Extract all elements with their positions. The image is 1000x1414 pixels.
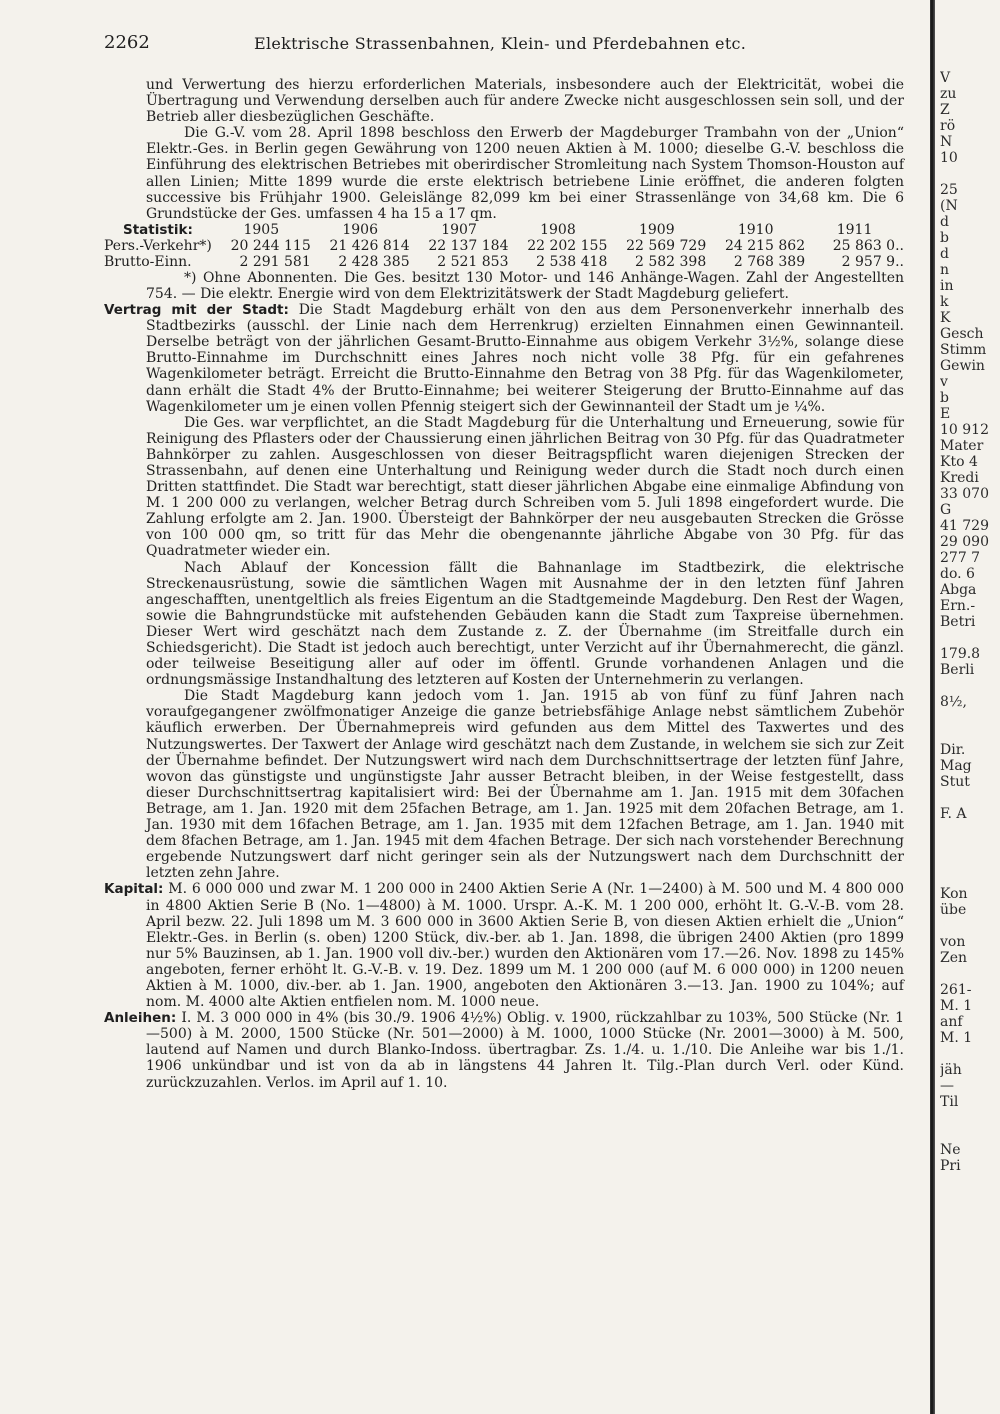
facing-page-line: v <box>940 374 948 390</box>
table-row <box>104 238 904 254</box>
facing-page-line: E <box>940 406 951 422</box>
year-cell: 1905 <box>243 221 280 238</box>
facing-page-line: Kto 4 <box>940 454 978 470</box>
year-cell: 1908 <box>540 221 576 238</box>
value-cell: 2 582 398 <box>634 253 707 270</box>
facing-page-line: Abga <box>940 582 977 598</box>
facing-page-line <box>940 1126 1000 1142</box>
facing-page-line <box>940 1110 1000 1126</box>
facing-page-line: 29 090 <box>940 534 989 550</box>
year-cell: 1909 <box>638 221 675 238</box>
value-cell: 2 768 389 <box>733 253 806 270</box>
facing-page-line: Dir. <box>940 742 966 758</box>
contract-paragraph-3: Nach Ablauf der Koncession fällt die Bahnanlage im Stadtbezirk, die elektrische Streckenausrüstung, sowie die sämtlichen Wagen mit Ausnahme der in den letzten fünf Jahren angeschafften, unentgeltlich als freies Eigentum an die Stadtgemeinde Magdeburg. Den Rest der Wagen, sowie die Bahngrundstücke mit aufstehenden Gebäuden kann die Stadt zum Taxpreise übernehmen. Dieser Wert wird geschätzt nach dem Zustande z. Z. der Übernahme (im Streitfalle durch ein Schiedsgericht). Die Stadt ist jedoch auch berechtigt, unter Verzicht auf ihr Übernahmerecht, die gänzl. oder teilweise Beseitigung aller auf oder im öffentl. Grunde vorhandenen Anlagen und die ordnungsmässige Instandhaltung des letzteren auf Kosten der Unternehmerin zu verlangen. <box>146 559 904 689</box>
facing-page-line: 41 729 <box>940 518 989 534</box>
capital-paragraph <box>104 881 904 1010</box>
loans-paragraph <box>104 1010 904 1090</box>
value-cell: 2 538 418 <box>536 253 608 270</box>
section-label-vertrag: Vertrag mit der Stadt: <box>104 302 289 319</box>
facing-page-line: rö <box>940 118 956 134</box>
facing-page-line: 261- <box>940 982 972 998</box>
value-cell: 21 426 814 <box>329 237 410 254</box>
facing-page-line: Zen <box>940 950 968 966</box>
facing-page-line: N <box>940 134 953 150</box>
facing-page-line: 8½, <box>940 694 967 710</box>
facing-page-line: n <box>940 262 950 278</box>
value-cell: 22 202 155 <box>527 237 608 254</box>
facing-page-line: k <box>940 294 949 310</box>
running-title: Elektrische Strassenbahnen, Klein- und Pferdebahnen etc. <box>254 34 747 53</box>
contract-paragraph <box>104 302 904 415</box>
facing-page-line: Gesch <box>940 326 984 342</box>
facing-page-line: b <box>940 230 949 246</box>
facing-page-line: Stut <box>940 774 970 790</box>
facing-page-line: 277 7 <box>940 550 981 566</box>
facing-page-line: V <box>940 70 951 86</box>
facing-page-line: von <box>940 934 966 950</box>
facing-page-line: Ern.- <box>940 598 976 614</box>
contract-text: Die Stadt Magdeburg erhält von den aus dem Personenverkehr innerhalb des Stadtbezirks (ausschl. der Linie nach dem Herrenkrug) erzielten Einnahmen einen Gewinnanteil. Derselbe beträgt von der jährlichen Gesamt-Brutto-Einnahme aus obigem Verkehr 3½%, solange diese Brutto-Einnahme im Durchschnitt eines Jahres noch nicht volle 38 Pfg. für ein gefahrenes Wagenkilometer beträgt. Erreicht die Brutto-Einnahme den Betrag von 38 Pfg. für das Wagenkilometer, dann erhält die Stadt 4% der Brutto-Einnahme; bei weiterer Steigerung der Brutto-Einnahme auf das Wagenkilometer um je einen vollen Pfennig steigert sich der Gewinnanteil der Stadt um je ¼%. <box>146 302 904 415</box>
year-cell: 1911 <box>836 221 873 238</box>
facing-page-line <box>940 630 1000 646</box>
facing-page-line: (N <box>940 198 958 214</box>
year-cell: 1907 <box>441 221 477 238</box>
facing-page-line: Gewin <box>940 358 985 374</box>
facing-page-line: Mater <box>940 438 984 454</box>
facing-page-line <box>940 870 1000 886</box>
facing-page-line <box>940 790 1000 806</box>
value-cell: 22 569 729 <box>626 237 707 254</box>
row-label: Pers.-Verkehr*) <box>104 237 212 254</box>
statistik-label: Statistik: <box>122 221 193 238</box>
statistics-footnote: *) Ohne Abonnenten. Die Ges. besitzt 130 Motor- und 146 Anhänge-Wagen. Zahl der Angestellten 754. — Die elektr. Energie wird von dem Elektrizitätswerk der Stadt Magdeburg geliefert. <box>146 269 904 302</box>
facing-page-line: M. 1 <box>940 998 973 1014</box>
facing-page-line: Kon <box>940 886 968 902</box>
table-row <box>104 254 904 270</box>
facing-page-line: M. 1 <box>940 1030 973 1046</box>
facing-page-line: Betri <box>940 614 976 630</box>
facing-page-line <box>940 966 1000 982</box>
facing-page-line: Til <box>940 1094 959 1110</box>
section-label-kapital: Kapital: <box>104 881 164 898</box>
facing-page-line: Kredi <box>940 470 979 486</box>
facing-page-line: d <box>940 214 949 230</box>
facing-page-line: — <box>940 1078 954 1094</box>
value-cell: 24 215 862 <box>724 237 806 254</box>
facing-page-line <box>940 1046 1000 1062</box>
value-cell: 2 521 853 <box>437 253 509 270</box>
section-label-anleihen: Anleihen: <box>104 1010 177 1027</box>
value-cell: 2 428 385 <box>338 253 410 270</box>
facing-page-line: übe <box>940 902 967 918</box>
facing-page-line: 10 <box>940 150 958 166</box>
facing-page-fragments <box>940 70 1000 1414</box>
statistics-table <box>104 222 904 270</box>
statistics-header-row <box>104 222 904 238</box>
facing-page-line: in <box>940 278 954 294</box>
facing-page-line: 10 912 <box>940 422 989 438</box>
facing-page-line <box>940 726 1000 742</box>
loans-text: I. M. 3 000 000 in 4% (bis 30./9. 1906 4½%) Oblig. v. 1900, rückzahlbar zu 103%, 500 Stücke (Nr. 1—500) à M. 2000, 1500 Stücke (Nr. 501—2000) à M. 1000, 1000 Stücke (Nr. 2001—3000) à M. 500, lautend auf Namen und durch Blanko-Indoss. übertragbar. Zs. 1./4. u. 1./10. Die Anleihe war bis 1./1. 1906 unkündbar und ist von da ab in längstens 44 Jahren lt. Tilg.-Plan durch Verl. oder Künd. zurückzuzahlen. Verlos. im April auf 1. 10. <box>146 1010 905 1091</box>
facing-page-line: zu <box>940 86 957 102</box>
facing-page-line: b <box>940 390 949 406</box>
facing-page-line <box>940 678 1000 694</box>
facing-page-line: d <box>940 246 949 262</box>
facing-page-line: anf <box>940 1014 963 1030</box>
page-header <box>104 32 924 62</box>
main-column <box>104 77 904 1091</box>
facing-page-line: Pri <box>940 1158 961 1174</box>
facing-page-line: Stimm <box>940 342 987 358</box>
value-cell: 2 291 581 <box>239 253 311 270</box>
facing-page-line: Berli <box>940 662 975 678</box>
facing-page-line: Ne <box>940 1142 961 1158</box>
paragraph-history: Die G.-V. vom 28. April 1898 beschloss den Erwerb der Magdeburger Trambahn von der „Union“ Elektr.-Ges. in Berlin gegen Gewährung von 1200 neuen Aktien à M. 1000; dieselbe G.-V. beschloss die Einführung des elektrischen Betriebes mit oberirdischer Stromleitung nach System Thomson-Houston auf allen Linien; Mitte 1899 wurde die erste elektrisch betriebene Linie eröffnet, die anderen folgten successive bis Frühjahr 1900. Geleislänge 82,099 km bei einer Strassenlänge von 34,68 km. Die 6 Grundstücke der Ges. umfassen 4 ha 15 a 17 qm. <box>146 125 904 222</box>
facing-page-line: Z <box>940 102 950 118</box>
paragraph-objects: und Verwertung des hierzu erforderlichen Materials, insbesondere auch der Elektricität, wobei die Übertragung und Verwendung derselben auch für andere Zwecke nicht ausgeschlossen sein soll, und der Betrieb aller diesbezüglichen Geschäfte. <box>146 77 904 126</box>
year-cell: 1906 <box>342 221 378 238</box>
facing-page-line <box>940 166 1000 182</box>
contract-paragraph-2: Die Ges. war verpflichtet, an die Stadt Magdeburg für die Unterhaltung und Erneuerung, sowie für Reinigung des Pflasters oder der Chaussierung einen jährlichen Beitrag von 30 Pfg. für das Quadratmeter Bahnkörper zu zahlen. Ausgeschlossen von dieser Beitragspflicht waren diejenigen Strecken der Strassenbahn, auf denen eine Unterhaltung und Reinigung weder durch die Stadt noch durch einen Dritten stattfindet. Die Stadt war berechtigt, statt dieser jährlichen Abgabe eine einmalige Abfindung von M. 1 200 000 zu verlangen, welcher Betrag durch Schreiben vom 5. Juli 1898 eingefordert wurde. Die Zahlung erfolgte am 2. Jan. 1900. Übersteigt der Bahnkörper der neu ausgebauten Strecken die Grösse von 100 000 qm, so tritt für das Mehr die obengenannte jährliche Abgabe von 30 Pfg. für das Quadratmeter wieder ein. <box>146 414 904 560</box>
facing-page-line: F. A <box>940 806 967 822</box>
facing-page-line: Mag <box>940 758 972 774</box>
page-number: 2262 <box>104 32 150 53</box>
facing-page-line: 179.8 <box>940 646 981 662</box>
value-cell: 25 863 0.. <box>832 237 904 254</box>
facing-page-line: 25 <box>940 182 958 198</box>
capital-text: M. 6 000 000 und zwar M. 1 200 000 in 2400 Aktien Serie A (Nr. 1—2400) à M. 500 und M. 4 800 000 in 4800 Aktien Serie B (No. 1—4800) à M. 1000. Urspr. A.-K. M. 1 200 000, erhöht lt. G.-V.-B. vom 28. April bezw. 22. Juli 1898 um M. 3 600 000 in 3600 Aktien Serie B, von diesen Aktien erhielt die „Union“ Elektr.-Ges. in Berlin (s. oben) 1200 Stück, div.-ber. ab 1. Jan. 1898, die übrigen 2400 Aktien (pro 1899 nur 5% Bauzinsen, ab 1. Jan. 1900 voll div.-ber.) wurden den Aktionären vom 17.—26. Nov. 1898 zu 145% angeboten, ferner erhöht lt. G.-V.-B. v. 19. Dez. 1899 um M. 1 200 000 (auf M. 6 000 000) in 1200 neuen Aktien à M. 1000, div.-ber. ab 1. Jan. 1900, angeboten den Aktionären 3.—13. Jan. 1900 zu 104%; auf nom. M. 4000 alte Aktien entfielen nom. M. 1000 neue. <box>146 881 904 1011</box>
facing-page-line <box>940 710 1000 726</box>
contract-paragraph-4: Die Stadt Magdeburg kann jedoch vom 1. Jan. 1915 ab von fünf zu fünf Jahren nach voraufgegangener zwölfmonatiger Anzeige die ganze betriebsfähige Anlage nebst sämtlichem Zubehör käuflich erwerben. Der Übernahmepreis wird gefunden aus dem Mittel des Taxwertes und des Nutzungswertes. Der Taxwert der Anlage wird geschätzt nach dem Zustande, in welchem sie sich zur Zeit der Übernahme befindet. Der Nutzungswert wird nach dem Durchschnittsertrage der letzten fünf Jahre, wovon das günstigste und ungünstigste Jahr ausser Betracht bleiben, in der Weise festgestellt, dass dieser Durchschnittsertrag kapitalisiert wird: Bei der Übernahme am 1. Jan. 1915 mit dem 30fachen Betrage, am 1. Jan. 1920 mit dem 25fachen Betrage, am 1. Jan. 1925 mit dem 20fachen Betrage, am 1. Jan. 1930 mit dem 16fachen Betrage, am 1. Jan. 1935 mit dem 12fachen Betrage, am 1. Jan. 1940 mit dem 8fachen Betrage, am 1. Jan. 1945 mit dem 4fachen Betrage. Der sich nach vorstehender Berechnung ergebende Nutzungswert darf nicht geringer sein als der Nutzungswert nach dem Durchschnitt der letzten zehn Jahre. <box>146 688 904 882</box>
value-cell: 22 137 184 <box>428 237 509 254</box>
facing-page-line: do. 6 <box>940 566 975 582</box>
value-cell: 2 957 9.. <box>841 253 904 270</box>
row-label: Brutto-Einn. <box>104 253 192 270</box>
value-cell: 20 244 115 <box>230 237 311 254</box>
book-gutter <box>930 0 935 1414</box>
facing-page-line: K <box>940 310 951 326</box>
facing-page-line: jäh <box>940 1062 962 1078</box>
facing-page-line: G <box>940 502 952 518</box>
facing-page-line <box>940 918 1000 934</box>
facing-page-line <box>940 854 1000 870</box>
facing-page-line <box>940 822 1000 838</box>
facing-page-line <box>940 838 1000 854</box>
year-cell: 1910 <box>737 221 774 238</box>
facing-page-line: 33 070 <box>940 486 989 502</box>
